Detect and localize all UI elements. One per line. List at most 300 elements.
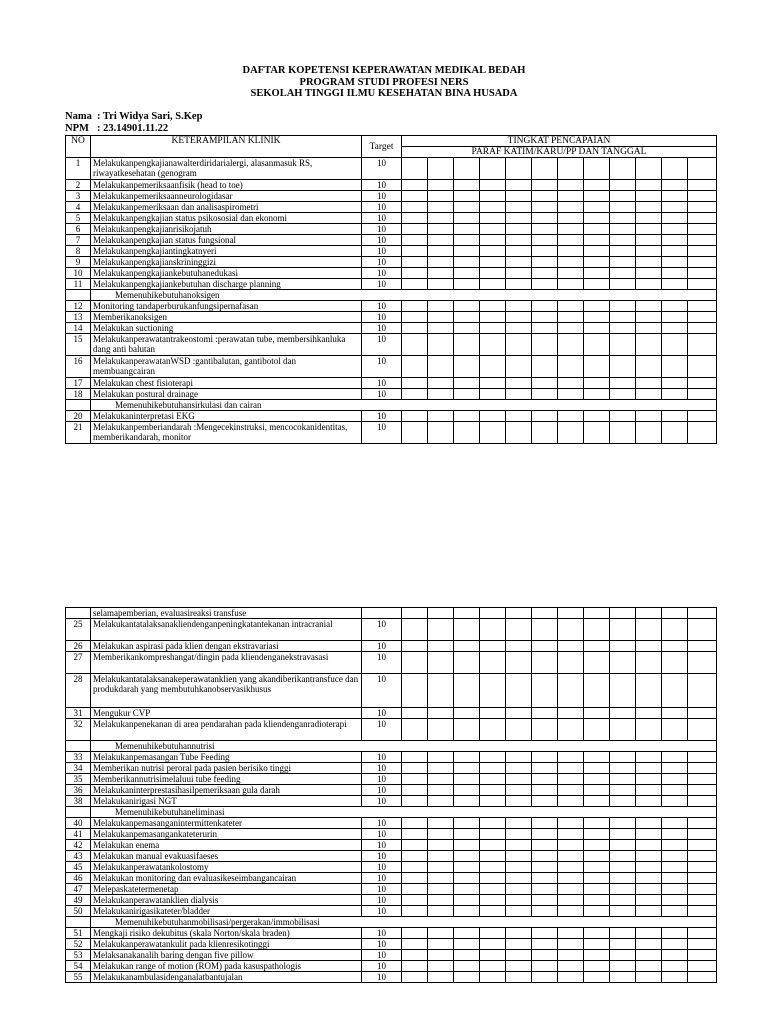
signature-cell[interactable] — [480, 972, 506, 983]
signature-cell[interactable] — [506, 774, 532, 785]
signature-cell[interactable] — [454, 829, 480, 840]
signature-cell[interactable] — [428, 389, 454, 400]
signature-cell[interactable] — [584, 422, 610, 444]
signature-cell[interactable] — [532, 224, 558, 235]
signature-cell[interactable] — [454, 652, 480, 674]
signature-cell[interactable] — [402, 619, 428, 641]
signature-cell[interactable] — [506, 268, 532, 279]
signature-cell[interactable] — [584, 763, 610, 774]
signature-cell[interactable] — [402, 840, 428, 851]
signature-cell[interactable] — [584, 884, 610, 895]
signature-cell[interactable] — [558, 829, 584, 840]
signature-cell[interactable] — [662, 312, 688, 323]
signature-cell[interactable] — [610, 674, 636, 708]
signature-cell[interactable] — [558, 235, 584, 246]
signature-cell[interactable] — [584, 257, 610, 268]
signature-cell[interactable] — [688, 257, 717, 268]
signature-cell[interactable] — [636, 652, 662, 674]
signature-cell[interactable] — [532, 895, 558, 906]
signature-cell[interactable] — [584, 608, 610, 619]
signature-cell[interactable] — [584, 851, 610, 862]
signature-cell[interactable] — [558, 619, 584, 641]
signature-cell[interactable] — [532, 928, 558, 939]
signature-cell[interactable] — [636, 224, 662, 235]
signature-cell[interactable] — [428, 268, 454, 279]
signature-cell[interactable] — [584, 840, 610, 851]
signature-cell[interactable] — [688, 191, 717, 202]
signature-cell[interactable] — [532, 829, 558, 840]
signature-cell[interactable] — [688, 312, 717, 323]
signature-cell[interactable] — [480, 719, 506, 741]
signature-cell[interactable] — [610, 763, 636, 774]
signature-cell[interactable] — [610, 851, 636, 862]
signature-cell[interactable] — [428, 950, 454, 961]
signature-cell[interactable] — [636, 356, 662, 378]
signature-cell[interactable] — [636, 641, 662, 652]
signature-cell[interactable] — [454, 884, 480, 895]
signature-cell[interactable] — [402, 884, 428, 895]
signature-cell[interactable] — [662, 829, 688, 840]
signature-cell[interactable] — [454, 356, 480, 378]
signature-cell[interactable] — [454, 862, 480, 873]
signature-cell[interactable] — [402, 378, 428, 389]
signature-cell[interactable] — [636, 191, 662, 202]
signature-cell[interactable] — [688, 752, 717, 763]
signature-cell[interactable] — [662, 796, 688, 807]
signature-cell[interactable] — [506, 312, 532, 323]
signature-cell[interactable] — [584, 818, 610, 829]
signature-cell[interactable] — [480, 158, 506, 180]
signature-cell[interactable] — [428, 257, 454, 268]
signature-cell[interactable] — [402, 719, 428, 741]
signature-cell[interactable] — [584, 202, 610, 213]
signature-cell[interactable] — [558, 301, 584, 312]
signature-cell[interactable] — [506, 213, 532, 224]
signature-cell[interactable] — [428, 961, 454, 972]
signature-cell[interactable] — [662, 674, 688, 708]
signature-cell[interactable] — [454, 202, 480, 213]
signature-cell[interactable] — [480, 884, 506, 895]
signature-cell[interactable] — [610, 928, 636, 939]
signature-cell[interactable] — [558, 378, 584, 389]
signature-cell[interactable] — [506, 224, 532, 235]
signature-cell[interactable] — [636, 213, 662, 224]
signature-cell[interactable] — [480, 641, 506, 652]
signature-cell[interactable] — [688, 719, 717, 741]
signature-cell[interactable] — [428, 213, 454, 224]
signature-cell[interactable] — [662, 224, 688, 235]
signature-cell[interactable] — [402, 257, 428, 268]
signature-cell[interactable] — [610, 719, 636, 741]
signature-cell[interactable] — [688, 796, 717, 807]
signature-cell[interactable] — [506, 939, 532, 950]
signature-cell[interactable] — [636, 422, 662, 444]
signature-cell[interactable] — [402, 950, 428, 961]
signature-cell[interactable] — [532, 268, 558, 279]
signature-cell[interactable] — [454, 763, 480, 774]
signature-cell[interactable] — [610, 752, 636, 763]
signature-cell[interactable] — [480, 840, 506, 851]
signature-cell[interactable] — [688, 829, 717, 840]
signature-cell[interactable] — [584, 641, 610, 652]
signature-cell[interactable] — [636, 785, 662, 796]
signature-cell[interactable] — [662, 851, 688, 862]
signature-cell[interactable] — [688, 674, 717, 708]
signature-cell[interactable] — [480, 939, 506, 950]
signature-cell[interactable] — [402, 774, 428, 785]
signature-cell[interactable] — [532, 202, 558, 213]
signature-cell[interactable] — [584, 928, 610, 939]
signature-cell[interactable] — [480, 246, 506, 257]
signature-cell[interactable] — [428, 796, 454, 807]
signature-cell[interactable] — [636, 829, 662, 840]
signature-cell[interactable] — [584, 279, 610, 290]
signature-cell[interactable] — [532, 961, 558, 972]
signature-cell[interactable] — [428, 652, 454, 674]
signature-cell[interactable] — [402, 906, 428, 917]
signature-cell[interactable] — [584, 774, 610, 785]
signature-cell[interactable] — [480, 785, 506, 796]
signature-cell[interactable] — [636, 158, 662, 180]
signature-cell[interactable] — [428, 851, 454, 862]
signature-cell[interactable] — [610, 378, 636, 389]
signature-cell[interactable] — [454, 411, 480, 422]
signature-cell[interactable] — [402, 224, 428, 235]
signature-cell[interactable] — [480, 191, 506, 202]
signature-cell[interactable] — [402, 608, 428, 619]
signature-cell[interactable] — [480, 257, 506, 268]
signature-cell[interactable] — [636, 246, 662, 257]
signature-cell[interactable] — [558, 961, 584, 972]
signature-cell[interactable] — [662, 939, 688, 950]
signature-cell[interactable] — [506, 950, 532, 961]
signature-cell[interactable] — [584, 752, 610, 763]
signature-cell[interactable] — [480, 906, 506, 917]
signature-cell[interactable] — [428, 774, 454, 785]
signature-cell[interactable] — [428, 763, 454, 774]
signature-cell[interactable] — [480, 895, 506, 906]
signature-cell[interactable] — [532, 389, 558, 400]
signature-cell[interactable] — [636, 895, 662, 906]
signature-cell[interactable] — [428, 356, 454, 378]
signature-cell[interactable] — [584, 334, 610, 356]
signature-cell[interactable] — [532, 213, 558, 224]
signature-cell[interactable] — [558, 972, 584, 983]
signature-cell[interactable] — [402, 873, 428, 884]
signature-cell[interactable] — [428, 312, 454, 323]
signature-cell[interactable] — [480, 301, 506, 312]
signature-cell[interactable] — [688, 884, 717, 895]
signature-cell[interactable] — [402, 785, 428, 796]
signature-cell[interactable] — [428, 829, 454, 840]
signature-cell[interactable] — [662, 708, 688, 719]
signature-cell[interactable] — [506, 785, 532, 796]
signature-cell[interactable] — [584, 235, 610, 246]
signature-cell[interactable] — [454, 389, 480, 400]
signature-cell[interactable] — [506, 719, 532, 741]
signature-cell[interactable] — [584, 323, 610, 334]
signature-cell[interactable] — [428, 939, 454, 950]
signature-cell[interactable] — [428, 674, 454, 708]
signature-cell[interactable] — [558, 224, 584, 235]
signature-cell[interactable] — [662, 202, 688, 213]
signature-cell[interactable] — [532, 862, 558, 873]
signature-cell[interactable] — [454, 180, 480, 191]
signature-cell[interactable] — [480, 202, 506, 213]
signature-cell[interactable] — [454, 422, 480, 444]
signature-cell[interactable] — [506, 422, 532, 444]
signature-cell[interactable] — [584, 796, 610, 807]
signature-cell[interactable] — [402, 235, 428, 246]
signature-cell[interactable] — [688, 840, 717, 851]
signature-cell[interactable] — [402, 180, 428, 191]
signature-cell[interactable] — [610, 279, 636, 290]
signature-cell[interactable] — [610, 180, 636, 191]
signature-cell[interactable] — [558, 652, 584, 674]
signature-cell[interactable] — [428, 840, 454, 851]
signature-cell[interactable] — [558, 191, 584, 202]
signature-cell[interactable] — [454, 191, 480, 202]
signature-cell[interactable] — [662, 422, 688, 444]
signature-cell[interactable] — [532, 752, 558, 763]
signature-cell[interactable] — [454, 279, 480, 290]
signature-cell[interactable] — [480, 851, 506, 862]
signature-cell[interactable] — [532, 180, 558, 191]
signature-cell[interactable] — [584, 224, 610, 235]
signature-cell[interactable] — [558, 246, 584, 257]
signature-cell[interactable] — [662, 840, 688, 851]
signature-cell[interactable] — [428, 608, 454, 619]
signature-cell[interactable] — [532, 356, 558, 378]
signature-cell[interactable] — [636, 796, 662, 807]
signature-cell[interactable] — [636, 972, 662, 983]
signature-cell[interactable] — [610, 619, 636, 641]
signature-cell[interactable] — [584, 246, 610, 257]
signature-cell[interactable] — [662, 895, 688, 906]
signature-cell[interactable] — [688, 928, 717, 939]
signature-cell[interactable] — [662, 818, 688, 829]
signature-cell[interactable] — [428, 719, 454, 741]
signature-cell[interactable] — [506, 619, 532, 641]
signature-cell[interactable] — [480, 334, 506, 356]
signature-cell[interactable] — [428, 378, 454, 389]
signature-cell[interactable] — [610, 411, 636, 422]
signature-cell[interactable] — [610, 191, 636, 202]
signature-cell[interactable] — [428, 202, 454, 213]
signature-cell[interactable] — [610, 389, 636, 400]
signature-cell[interactable] — [688, 422, 717, 444]
signature-cell[interactable] — [558, 257, 584, 268]
signature-cell[interactable] — [584, 268, 610, 279]
signature-cell[interactable] — [506, 608, 532, 619]
signature-cell[interactable] — [584, 862, 610, 873]
signature-cell[interactable] — [688, 641, 717, 652]
signature-cell[interactable] — [506, 158, 532, 180]
signature-cell[interactable] — [558, 895, 584, 906]
signature-cell[interactable] — [636, 608, 662, 619]
signature-cell[interactable] — [506, 191, 532, 202]
signature-cell[interactable] — [428, 180, 454, 191]
signature-cell[interactable] — [584, 873, 610, 884]
signature-cell[interactable] — [610, 323, 636, 334]
signature-cell[interactable] — [636, 818, 662, 829]
signature-cell[interactable] — [480, 818, 506, 829]
signature-cell[interactable] — [662, 213, 688, 224]
signature-cell[interactable] — [558, 840, 584, 851]
signature-cell[interactable] — [480, 674, 506, 708]
signature-cell[interactable] — [558, 641, 584, 652]
signature-cell[interactable] — [402, 829, 428, 840]
signature-cell[interactable] — [402, 851, 428, 862]
signature-cell[interactable] — [532, 378, 558, 389]
signature-cell[interactable] — [532, 785, 558, 796]
signature-cell[interactable] — [506, 763, 532, 774]
signature-cell[interactable] — [636, 950, 662, 961]
signature-cell[interactable] — [428, 191, 454, 202]
signature-cell[interactable] — [610, 334, 636, 356]
signature-cell[interactable] — [636, 279, 662, 290]
signature-cell[interactable] — [402, 334, 428, 356]
signature-cell[interactable] — [558, 422, 584, 444]
signature-cell[interactable] — [480, 928, 506, 939]
signature-cell[interactable] — [428, 818, 454, 829]
signature-cell[interactable] — [506, 180, 532, 191]
signature-cell[interactable] — [532, 950, 558, 961]
signature-cell[interactable] — [636, 752, 662, 763]
signature-cell[interactable] — [532, 323, 558, 334]
signature-cell[interactable] — [688, 235, 717, 246]
signature-cell[interactable] — [636, 873, 662, 884]
signature-cell[interactable] — [402, 246, 428, 257]
signature-cell[interactable] — [506, 235, 532, 246]
signature-cell[interactable] — [662, 356, 688, 378]
signature-cell[interactable] — [506, 246, 532, 257]
signature-cell[interactable] — [454, 323, 480, 334]
signature-cell[interactable] — [636, 257, 662, 268]
signature-cell[interactable] — [402, 213, 428, 224]
signature-cell[interactable] — [558, 818, 584, 829]
signature-cell[interactable] — [454, 785, 480, 796]
signature-cell[interactable] — [584, 961, 610, 972]
signature-cell[interactable] — [506, 674, 532, 708]
signature-cell[interactable] — [558, 851, 584, 862]
signature-cell[interactable] — [662, 774, 688, 785]
signature-cell[interactable] — [532, 674, 558, 708]
signature-cell[interactable] — [454, 840, 480, 851]
signature-cell[interactable] — [584, 356, 610, 378]
signature-cell[interactable] — [610, 829, 636, 840]
signature-cell[interactable] — [558, 180, 584, 191]
signature-cell[interactable] — [610, 796, 636, 807]
signature-cell[interactable] — [584, 829, 610, 840]
signature-cell[interactable] — [428, 334, 454, 356]
signature-cell[interactable] — [454, 235, 480, 246]
signature-cell[interactable] — [584, 213, 610, 224]
signature-cell[interactable] — [428, 235, 454, 246]
signature-cell[interactable] — [402, 356, 428, 378]
signature-cell[interactable] — [636, 378, 662, 389]
signature-cell[interactable] — [480, 180, 506, 191]
signature-cell[interactable] — [428, 785, 454, 796]
signature-cell[interactable] — [402, 708, 428, 719]
signature-cell[interactable] — [662, 862, 688, 873]
signature-cell[interactable] — [532, 763, 558, 774]
signature-cell[interactable] — [402, 862, 428, 873]
signature-cell[interactable] — [532, 884, 558, 895]
signature-cell[interactable] — [688, 818, 717, 829]
signature-cell[interactable] — [662, 928, 688, 939]
signature-cell[interactable] — [428, 752, 454, 763]
signature-cell[interactable] — [506, 752, 532, 763]
signature-cell[interactable] — [584, 674, 610, 708]
signature-cell[interactable] — [688, 334, 717, 356]
signature-cell[interactable] — [688, 961, 717, 972]
signature-cell[interactable] — [636, 840, 662, 851]
signature-cell[interactable] — [506, 641, 532, 652]
signature-cell[interactable] — [532, 774, 558, 785]
signature-cell[interactable] — [584, 180, 610, 191]
signature-cell[interactable] — [636, 202, 662, 213]
signature-cell[interactable] — [636, 235, 662, 246]
signature-cell[interactable] — [506, 389, 532, 400]
signature-cell[interactable] — [688, 301, 717, 312]
signature-cell[interactable] — [480, 312, 506, 323]
signature-cell[interactable] — [610, 312, 636, 323]
signature-cell[interactable] — [454, 641, 480, 652]
signature-cell[interactable] — [610, 268, 636, 279]
signature-cell[interactable] — [662, 906, 688, 917]
signature-cell[interactable] — [688, 213, 717, 224]
signature-cell[interactable] — [480, 862, 506, 873]
signature-cell[interactable] — [506, 840, 532, 851]
signature-cell[interactable] — [428, 895, 454, 906]
signature-cell[interactable] — [636, 862, 662, 873]
signature-cell[interactable] — [402, 641, 428, 652]
signature-cell[interactable] — [532, 818, 558, 829]
signature-cell[interactable] — [610, 246, 636, 257]
signature-cell[interactable] — [480, 235, 506, 246]
signature-cell[interactable] — [636, 334, 662, 356]
signature-cell[interactable] — [688, 202, 717, 213]
signature-cell[interactable] — [506, 895, 532, 906]
signature-cell[interactable] — [558, 312, 584, 323]
signature-cell[interactable] — [480, 619, 506, 641]
signature-cell[interactable] — [636, 268, 662, 279]
signature-cell[interactable] — [428, 862, 454, 873]
signature-cell[interactable] — [480, 774, 506, 785]
signature-cell[interactable] — [532, 619, 558, 641]
signature-cell[interactable] — [402, 763, 428, 774]
signature-cell[interactable] — [688, 158, 717, 180]
signature-cell[interactable] — [532, 939, 558, 950]
signature-cell[interactable] — [610, 257, 636, 268]
signature-cell[interactable] — [402, 301, 428, 312]
signature-cell[interactable] — [662, 619, 688, 641]
signature-cell[interactable] — [480, 796, 506, 807]
signature-cell[interactable] — [532, 608, 558, 619]
signature-cell[interactable] — [506, 257, 532, 268]
signature-cell[interactable] — [610, 818, 636, 829]
signature-cell[interactable] — [480, 763, 506, 774]
signature-cell[interactable] — [584, 719, 610, 741]
signature-cell[interactable] — [636, 312, 662, 323]
signature-cell[interactable] — [688, 939, 717, 950]
signature-cell[interactable] — [688, 224, 717, 235]
signature-cell[interactable] — [532, 796, 558, 807]
signature-cell[interactable] — [506, 873, 532, 884]
signature-cell[interactable] — [636, 180, 662, 191]
signature-cell[interactable] — [662, 411, 688, 422]
